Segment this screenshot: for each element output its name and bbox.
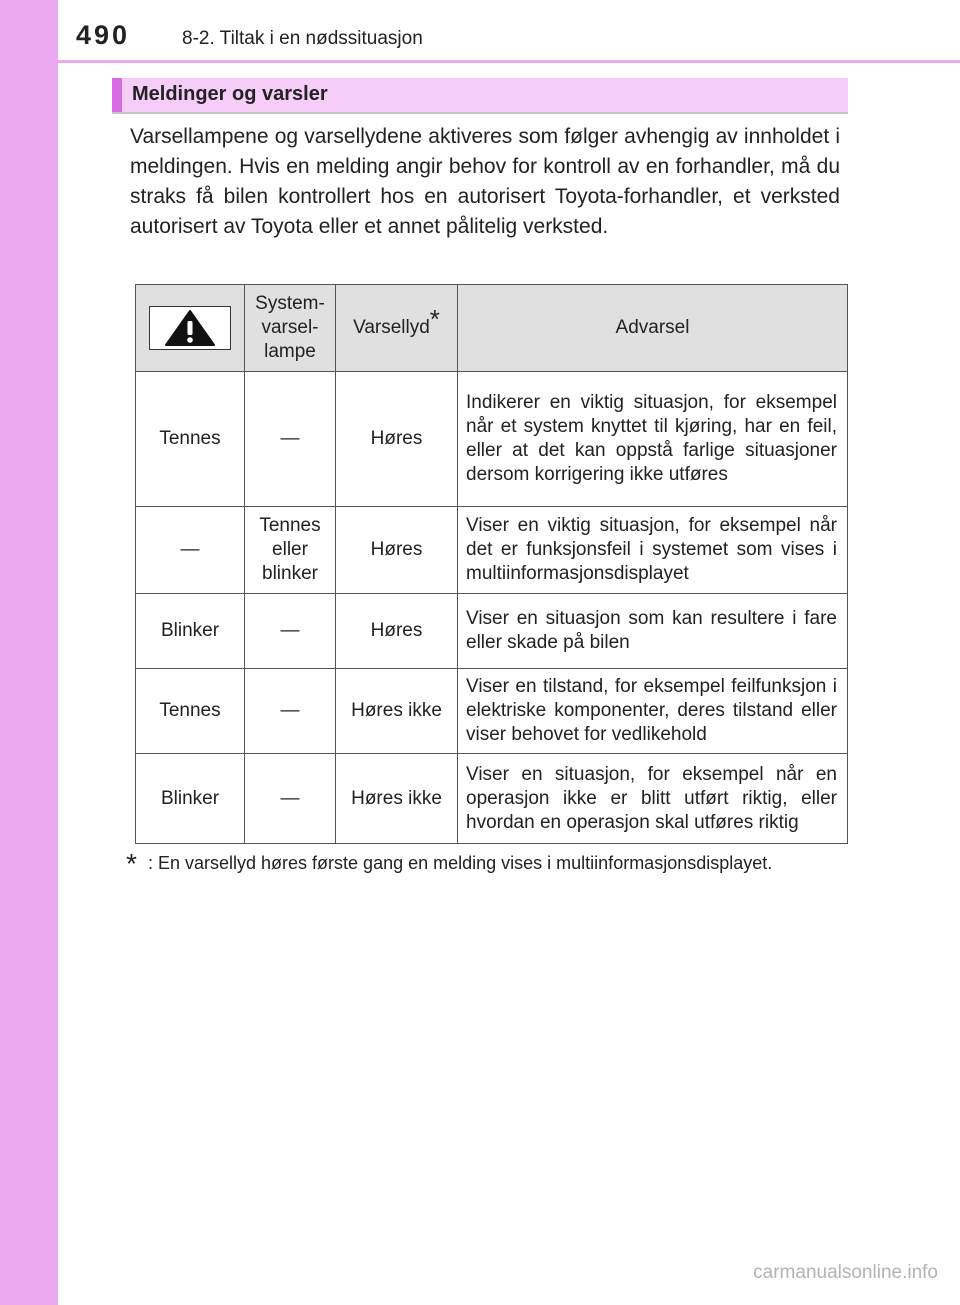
footnote xyxy=(126,850,842,877)
system-lamp-cell: — xyxy=(245,669,336,754)
system-lamp-header: System-varsel-lampe xyxy=(245,285,336,372)
warning-cell: Viser en tilstand, for eksempel feilfunksjon i elektriske komponenter, deres tilstand eller viser behovet for vedlikehold xyxy=(458,669,848,754)
warning-triangle-icon xyxy=(164,309,216,347)
table-row xyxy=(136,669,848,754)
sound-cell: Høres ikke xyxy=(336,754,458,844)
master-lamp-cell: Blinker xyxy=(136,594,245,669)
sound-cell: Høres ikke xyxy=(336,669,458,754)
sound-cell: Høres xyxy=(336,507,458,594)
watermark: carmanualsonline.info xyxy=(753,1262,938,1283)
section-heading: Meldinger og varsler xyxy=(132,83,328,105)
warning-header: Advarsel xyxy=(458,285,848,372)
warning-cell: Viser en situasjon som kan resultere i fare eller skade på bilen xyxy=(458,594,848,669)
warning-cell: Viser en situasjon, for eksempel når en operasjon ikke er blitt utført riktig, eller hvordan en operasjon skal utføres riktig xyxy=(458,754,848,844)
master-warning-lamp xyxy=(149,306,231,350)
table-header-row xyxy=(136,285,848,372)
sound-header-label: Varsellyd xyxy=(353,317,430,338)
footnote-star: * xyxy=(126,848,137,879)
system-lamp-cell: — xyxy=(245,754,336,844)
sound-cell: Høres xyxy=(336,372,458,507)
page-margin-band xyxy=(0,0,58,1305)
master-warning-header xyxy=(136,285,245,372)
table-row xyxy=(136,594,848,669)
warning-cell: Viser en viktig situasjon, for eksempel når det er funksjonsfeil i systemet som vises i multiinformasjonsdisplayet xyxy=(458,507,848,594)
header-divider xyxy=(58,60,960,63)
page-number: 490 xyxy=(76,20,131,50)
sound-cell: Høres xyxy=(336,594,458,669)
section-title: 8-2. Tiltak i en nødssituasjon xyxy=(182,28,423,49)
footnote-marker: * xyxy=(429,304,440,334)
system-lamp-cell: Tennes eller blinker xyxy=(245,507,336,594)
system-lamp-cell: — xyxy=(245,594,336,669)
sound-header xyxy=(336,285,458,372)
heading-accent xyxy=(112,78,122,112)
master-lamp-cell: — xyxy=(136,507,245,594)
system-lamp-cell: — xyxy=(245,372,336,507)
table-row xyxy=(136,507,848,594)
warning-table xyxy=(135,284,848,844)
section-heading-bar xyxy=(112,78,848,114)
warning-cell: Indikerer en viktig situasjon, for eksempel når et system knyttet til kjøring, har en feil, eller at det kan oppstå farlige situasjoner dersom korrigering ikke utføres xyxy=(458,372,848,507)
footnote-text: : En varsellyd høres første gang en melding vises i multiinformasjonsdisplayet. xyxy=(148,853,773,873)
intro-paragraph: Varsellampene og varsellydene aktiveres som følger avhengig av innholdet i meldingen. Hvis en melding angir behov for kontroll av en forhandler, må du straks få bilen kontrollert hos en autorisert Toyota-forhandler, et verksted autorisert av Toyota eller et annet pålitelig verksted. xyxy=(130,125,840,238)
master-lamp-cell: Tennes xyxy=(136,669,245,754)
master-lamp-cell: Tennes xyxy=(136,372,245,507)
table-row xyxy=(136,372,848,507)
master-lamp-cell: Blinker xyxy=(136,754,245,844)
table-row xyxy=(136,754,848,844)
